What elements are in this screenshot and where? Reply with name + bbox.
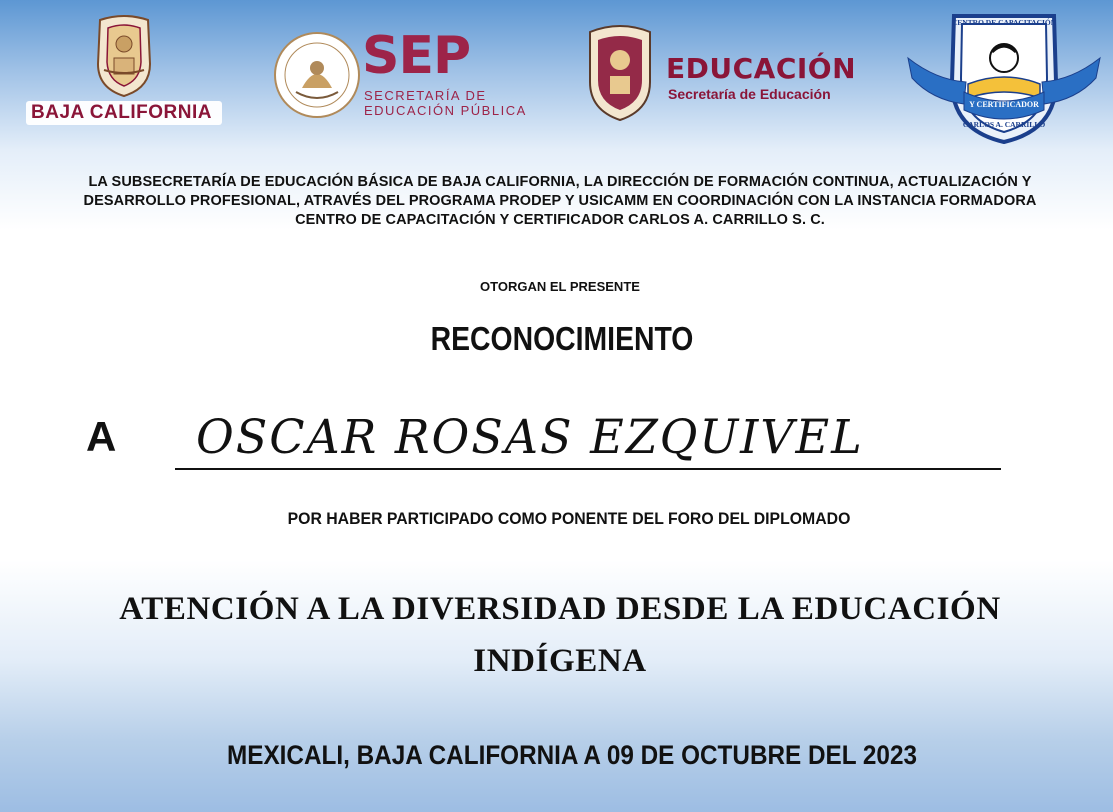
baja-california-logo (24, 14, 224, 126)
centro-bottom-label: CARLOS A. CARRILLO (962, 120, 1046, 129)
educacion-subtitle: Secretaría de Educación (668, 86, 831, 102)
signature-underline (175, 468, 1001, 470)
sep-line-1: SECRETARÍA DE (364, 88, 487, 103)
educacion-shield-icon (584, 22, 656, 122)
sep-acronym: SEP (362, 26, 471, 86)
educacion-logo (584, 22, 874, 122)
intro-paragraph: LA SUBSECRETARÍA DE EDUCACIÓN BÁSICA DE BAJA CALIFORNIA, LA DIRECCIÓN DE FORMACIÓN CONTINUA, ACTUALIZACIÓN Y DESARROLLO PROFESIONAL, ATRAVÉS DEL PROGRAMA PRODEP Y USICAMM EN COORDINACIÓN CON LA INSTANCIA FORMADORA CENTRO DE CAPACITACIÓN Y CERTIFICADOR CARLOS A. CARRILLO S. C. (83, 174, 1037, 228)
centro-top-label: CENTRO DE CAPACITACIÓN (951, 18, 1057, 27)
centro-capacitacion-logo (906, 12, 1102, 144)
sep-line-2: EDUCACIÓN PÚBLICA (364, 103, 527, 118)
recipient-name: OSCAR ROSAS EZQUIVEL (196, 410, 864, 465)
reason-text: POR HABER PARTICIPADO COMO PONENTE DEL FORO DEL DIPLOMADO (287, 509, 851, 528)
course-title: ATENCIÓN A LA DIVERSIDAD DESDE LA EDUCACIÓN INDÍGENA (119, 591, 1001, 679)
otorgan-text: OTORGAN EL PRESENTE (480, 279, 640, 294)
baja-california-label: BAJA CALIFORNIA (31, 102, 212, 123)
mexico-seal-icon (272, 30, 362, 120)
centro-ribbon-label: Y CERTIFICADOR (969, 100, 1039, 109)
sep-logo (272, 26, 527, 122)
certificate-title: RECONOCIMIENTO (430, 320, 694, 357)
recipient-prefix: A (86, 413, 117, 460)
educacion-title: EDUCACIÓN (666, 52, 857, 85)
place-and-date: MEXICALI, BAJA CALIFORNIA A 09 DE OCTUBRE DEL 2023 (227, 740, 917, 770)
